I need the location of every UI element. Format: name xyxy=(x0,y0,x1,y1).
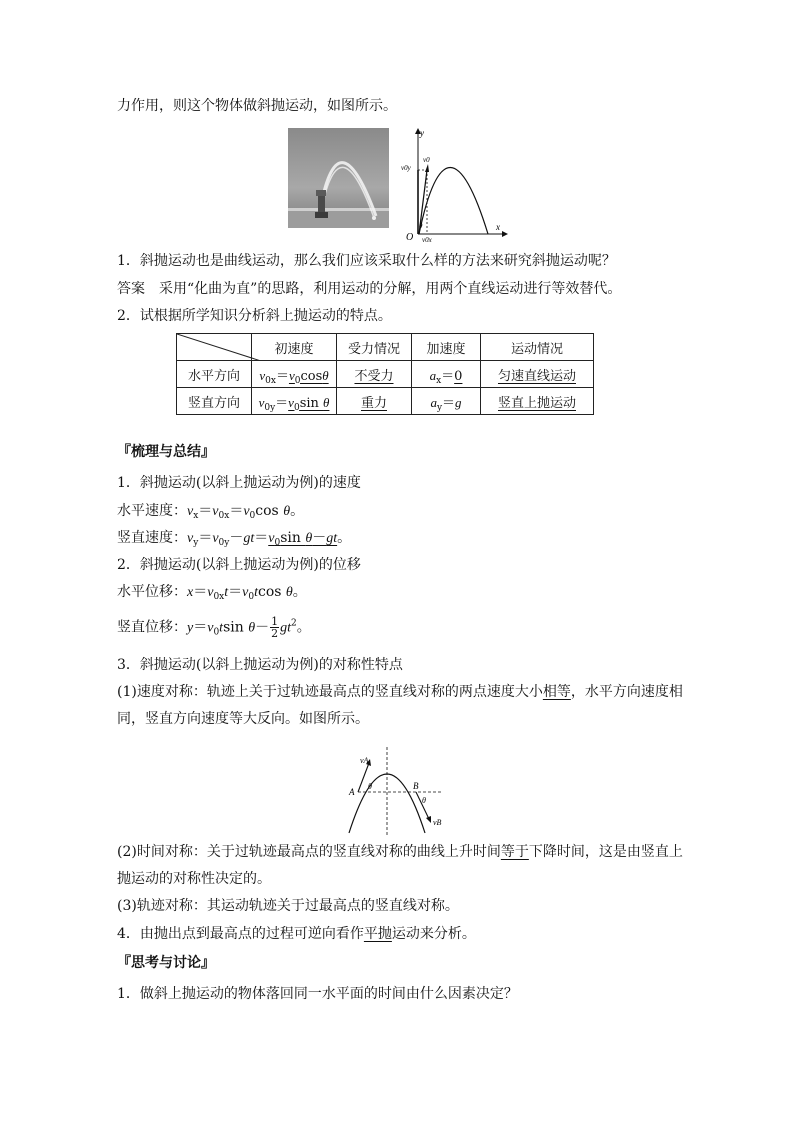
point-B-label: B xyxy=(413,781,419,791)
table-row xyxy=(177,388,594,415)
summary-item-2: 2．斜抛运动(以斜上抛运动为例)的位移 xyxy=(117,557,361,573)
y-axis-label: y xyxy=(420,128,424,138)
v0-label: v0 xyxy=(423,156,430,164)
v0x-label: v0x xyxy=(422,236,432,244)
table-corner-cell xyxy=(177,334,252,361)
acceleration-cell: $a_y=g$ xyxy=(412,388,481,415)
horizontal-velocity: 水平速度：$v_x=v_{0x}=v_0\cos$ θ。 xyxy=(117,503,305,521)
vA-label: vA xyxy=(360,756,369,765)
table-header: 初速度 xyxy=(252,334,337,361)
velocity-symmetry: (1)速度对称：轨迹上关于过轨迹最高点的竖直线对称的两点速度大小相等，水平方向速度相 xyxy=(117,684,683,700)
acceleration-cell: $a_x=0$ xyxy=(412,361,481,388)
summary-item-3: 3．斜抛运动(以斜上抛运动为例)的对称性特点 xyxy=(117,657,403,673)
horizontal-displacement: 水平位移：$x=v_{0x}t=v_0tcos$ θ。 xyxy=(117,584,307,602)
time-symmetry: (2)时间对称：关于过轨迹最高点的竖直线对称的曲线上升时间等于下降时间，这是由竖直上 xyxy=(117,844,683,860)
motion-cell: 竖直上抛运动 xyxy=(481,388,594,415)
answer-text: 采用“化曲为直”的思路，利用运动的分解，用两个直线运动进行等效替代。 xyxy=(159,281,622,297)
initial-velocity-cell: $v_{0x}=v_0\cos\theta$ xyxy=(252,361,337,388)
fountain-photo xyxy=(288,128,389,228)
question-2: 2．试根据所学知识分析斜上抛运动的特点。 xyxy=(117,308,392,324)
symmetry-diagram xyxy=(345,745,447,835)
table-header: 加速度 xyxy=(412,334,481,361)
summary-item-4: 4．由抛出点到最高点的过程可逆向看作平抛运动来分析。 xyxy=(117,926,476,942)
motion-table xyxy=(176,333,594,415)
initial-velocity-cell: $v_{0y}=v_0\sin$ θ xyxy=(252,388,337,415)
table-row xyxy=(177,361,594,388)
question-1: 1．斜抛运动也是曲线运动，那么我们应该采取什么样的方法来研究斜抛运动呢？ xyxy=(117,253,616,269)
time-symmetry-cont: 抛运动的对称性决定的。 xyxy=(117,871,271,887)
motion-cell: 匀速直线运动 xyxy=(481,361,594,388)
intro-text: 力作用，则这个物体做斜抛运动，如图所示。 xyxy=(117,98,397,114)
vB-label: vB xyxy=(433,818,442,827)
v0y-label: v0y xyxy=(401,164,411,172)
discussion-heading: 『思考与讨论』 xyxy=(117,955,215,971)
row-label: 水平方向 xyxy=(177,361,252,388)
force-cell: 不受力 xyxy=(337,361,412,388)
theta-label: θ xyxy=(419,222,423,230)
discussion-question-1: 1．做斜上抛运动的物体落回同一水平面的时间由什么因素决定？ xyxy=(117,986,518,1002)
velocity-symmetry-cont: 同，竖直方向速度等大反向。如图所示。 xyxy=(117,711,369,727)
force-cell: 重力 xyxy=(337,388,412,415)
table-header-row xyxy=(177,334,594,361)
vertical-velocity: 竖直速度：$v_y=v_{0y}-gt=v_0\sin$ θ－gt。 xyxy=(117,530,352,548)
answer-label: 答案 xyxy=(117,281,145,297)
point-A-label: A xyxy=(349,787,355,797)
row-label: 竖直方向 xyxy=(177,388,252,415)
summary-heading: 『梳理与总结』 xyxy=(117,444,215,460)
theta-B-label: θ xyxy=(422,796,426,805)
vertical-displacement: 竖直位移：$y=v_0tsin$ θ－ $\frac{1}{2}$ $gt^2$。 xyxy=(117,615,311,640)
summary-item-1: 1．斜抛运动(以斜上抛运动为例)的速度 xyxy=(117,475,361,491)
table-header: 运动情况 xyxy=(481,334,594,361)
answer-line xyxy=(117,279,621,299)
trajectory-symmetry: (3)轨迹对称：其运动轨迹关于过最高点的竖直线对称。 xyxy=(117,898,459,914)
theta-A-label: θ xyxy=(368,782,372,791)
origin-label: O xyxy=(406,232,414,243)
x-axis-label: x xyxy=(496,222,500,232)
trajectory-diagram xyxy=(398,126,508,244)
table-header: 受力情况 xyxy=(337,334,412,361)
